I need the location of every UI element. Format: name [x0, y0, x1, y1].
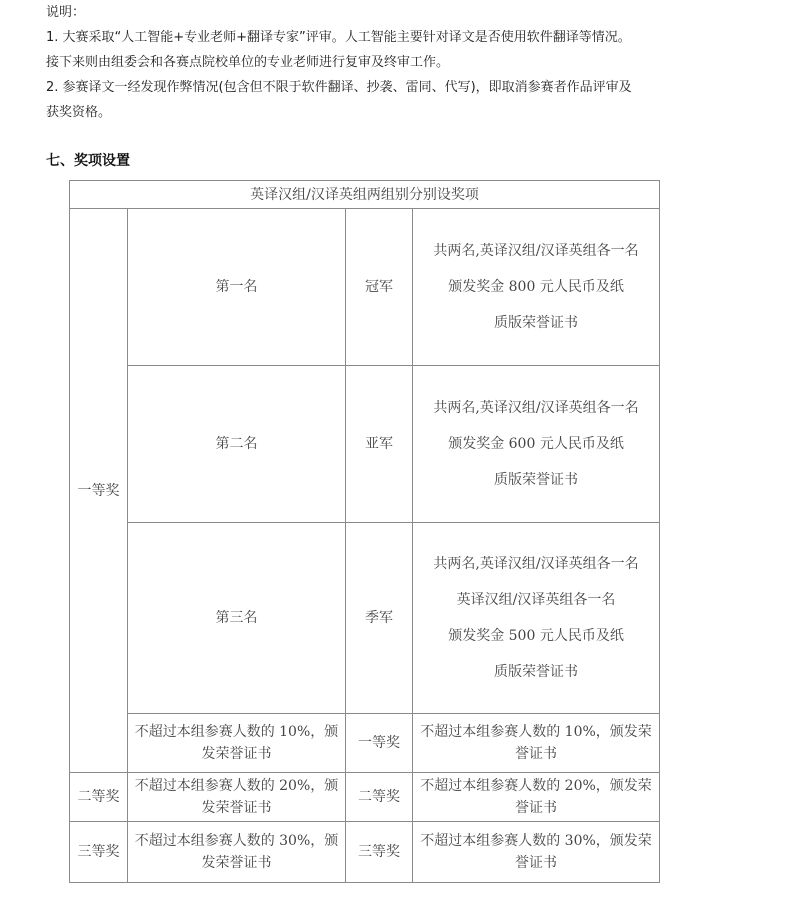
desc-cell: [413, 209, 660, 366]
section-title: 七、奖项设置: [46, 153, 130, 169]
desc-line: 英译汉组/汉译英组各一名: [456, 592, 616, 608]
table-row: [70, 523, 660, 714]
notes-line-2: 接下来则由组委会和各赛点院校单位的专业老师进行复审及终审工作。: [46, 55, 450, 70]
desc-line: 质版荣誉证书: [494, 664, 579, 680]
desc-cell: 不超过本组参赛人数的 10%，颁发荣誉证书: [413, 714, 660, 773]
third-prize-label: 三等奖: [70, 822, 128, 883]
desc-cell: [413, 523, 660, 714]
table-header-row: [70, 181, 660, 209]
table-row: [70, 822, 660, 883]
desc-line: 颁发奖金 600 元人民币及纸: [448, 436, 624, 452]
desc-line: 共两名,英译汉组/汉译英组各一名: [433, 400, 639, 416]
table-row: [70, 773, 660, 822]
title-cell: 一等奖: [346, 714, 413, 773]
desc-cell: 不超过本组参赛人数的 20%，颁发荣誉证书: [413, 773, 660, 822]
desc-line: 质版荣誉证书: [494, 472, 579, 488]
quota-cell: 不超过本组参赛人数的 30%，颁发荣誉证书: [128, 822, 346, 883]
table-row: [70, 366, 660, 523]
desc-line: 颁发奖金 500 元人民币及纸: [448, 628, 624, 644]
quota-cell: 不超过本组参赛人数的 10%，颁发荣誉证书: [128, 714, 346, 773]
notes-heading: 说明：: [46, 5, 86, 20]
table-row: [70, 714, 660, 773]
notes-block: [46, 0, 746, 125]
desc-cell: [413, 366, 660, 523]
desc-line: 共两名,英译汉组/汉译英组各一名: [433, 556, 639, 572]
title-cell: 亚军: [346, 366, 413, 523]
title-cell: 季军: [346, 523, 413, 714]
desc-line: 质版荣誉证书: [494, 315, 579, 331]
table-row: [70, 209, 660, 366]
desc-cell: 不超过本组参赛人数的 30%，颁发荣誉证书: [413, 822, 660, 883]
quota-cell: 不超过本组参赛人数的 20%，颁发荣誉证书: [128, 773, 346, 822]
award-table: [69, 180, 660, 883]
title-cell: 三等奖: [346, 822, 413, 883]
notes-line-3: 2. 参赛译文一经发现作弊情况(包含但不限于软件翻译、抄袭、雷同、代写)，即取消参赛者作品评审及: [46, 80, 632, 95]
table-header: 英译汉组/汉译英组两组别分别设奖项: [70, 181, 660, 209]
rank-cell: 第二名: [128, 366, 346, 523]
second-prize-label: 二等奖: [70, 773, 128, 822]
rank-cell: 第三名: [128, 523, 346, 714]
rank-cell: 第一名: [128, 209, 346, 366]
first-prize-label: 一等奖: [70, 209, 128, 773]
title-cell: 二等奖: [346, 773, 413, 822]
desc-line: 共两名,英译汉组/汉译英组各一名: [433, 243, 639, 259]
title-cell: 冠军: [346, 209, 413, 366]
notes-line-4: 获奖资格。: [46, 105, 112, 120]
notes-line-1: 1. 大赛采取“人工智能+专业老师+翻译专家”评审。人工智能主要针对译文是否使用软件翻译等情况。: [46, 30, 631, 45]
desc-line: 颁发奖金 800 元人民币及纸: [448, 279, 624, 295]
